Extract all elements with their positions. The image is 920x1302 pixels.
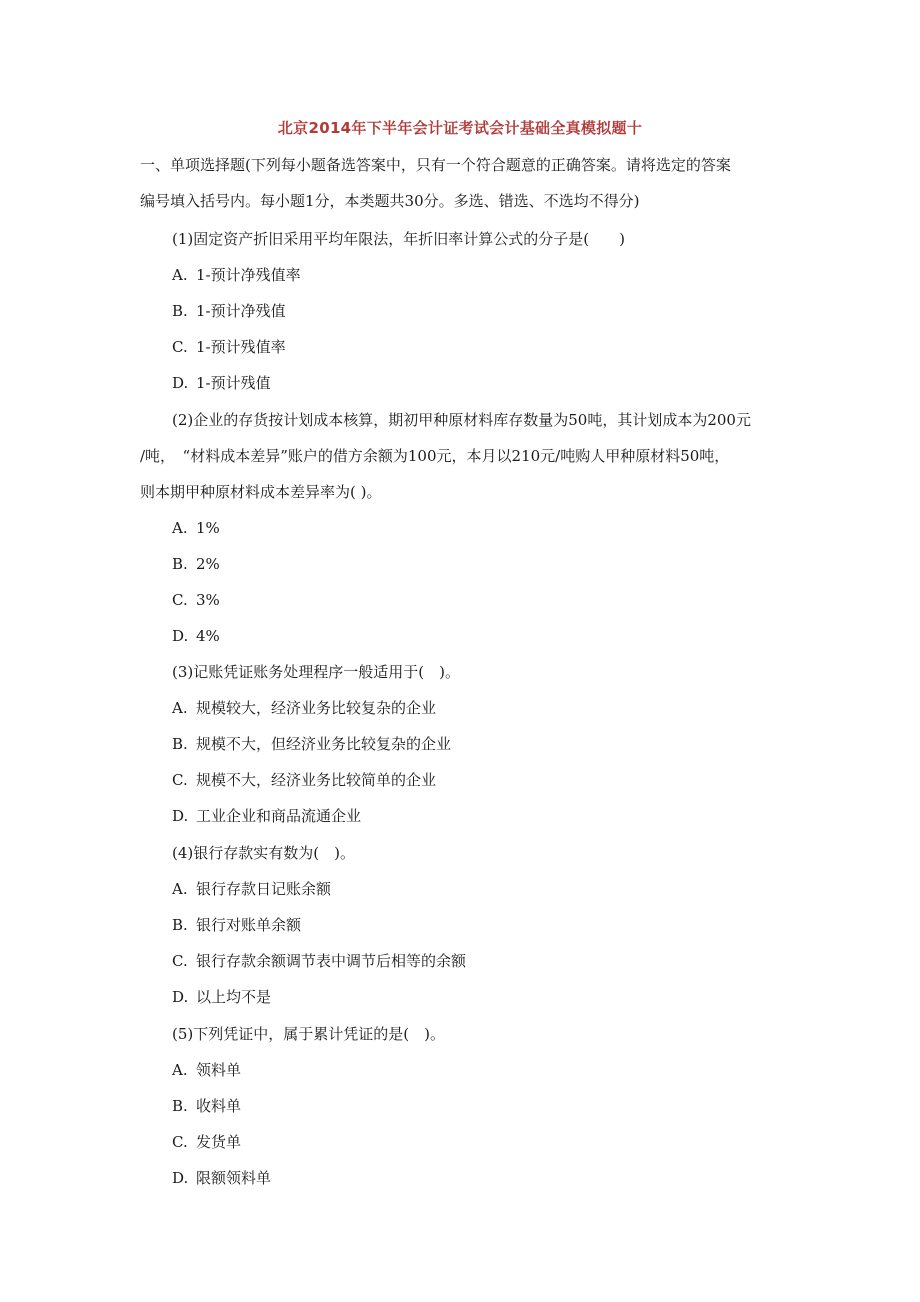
question-5-option-c [172, 1132, 241, 1152]
option-letter: B. [172, 1097, 188, 1115]
question-3-option-d [172, 806, 361, 826]
question-1-stem: (1)固定资产折旧采用平均年限法，年折旧率计算公式的分子是( ) [172, 230, 625, 248]
option-text: 银行存款日记账余额 [196, 880, 332, 898]
question-5-option-d [172, 1168, 271, 1188]
question-3-stem: (3)记账凭证账务处理程序一般适用于( )。 [172, 663, 460, 681]
option-letter: A. [172, 266, 188, 284]
option-text: 4% [196, 627, 220, 645]
question-4-option-a [172, 879, 331, 899]
question-5-option-a [172, 1060, 241, 1080]
option-text: 规模较大，经济业务比较复杂的企业 [196, 699, 437, 717]
option-letter: B. [172, 302, 188, 320]
option-text: 银行对账单余额 [196, 916, 302, 934]
question-5-stem: (5)下列凭证中，属于累计凭证的是( )。 [172, 1025, 445, 1043]
option-text: 发货单 [196, 1133, 242, 1151]
option-letter: B. [172, 555, 188, 573]
option-letter: D. [172, 627, 189, 645]
option-letter: D. [172, 988, 189, 1006]
option-letter: B. [172, 735, 188, 753]
option-text: 规模不大，经济业务比较简单的企业 [196, 771, 437, 789]
option-text: 银行存款余额调节表中调节后相等的余额 [196, 952, 467, 970]
question-1-option-b [172, 301, 286, 321]
option-letter: D. [172, 374, 189, 392]
question-4-stem: (4)银行存款实有数为( )。 [172, 844, 355, 862]
option-text: 领料单 [196, 1061, 242, 1079]
question-4-option-c [172, 951, 466, 971]
option-letter: B. [172, 916, 188, 934]
question-3-option-a [172, 698, 436, 718]
question-5-option-b [172, 1096, 241, 1116]
option-letter: D. [172, 807, 189, 825]
option-text: 工业企业和商品流通企业 [196, 807, 362, 825]
option-letter: A. [172, 519, 188, 537]
question-4-option-b [172, 915, 301, 935]
question-3-option-c [172, 770, 436, 790]
option-letter: A. [172, 699, 188, 717]
section-instructions-line-1: 一、单项选择题(下列每小题备选答案中，只有一个符合题意的正确答案。请将选定的答案 [140, 156, 731, 174]
option-text: 1-预计残值率 [196, 338, 286, 356]
question-2-option-c [172, 590, 220, 610]
question-1-option-a [172, 265, 301, 285]
option-text: 1-预计净残值率 [196, 266, 301, 284]
option-letter: A. [172, 1061, 188, 1079]
option-text: 规模不大，但经济业务比较复杂的企业 [196, 735, 452, 753]
option-text: 3% [196, 591, 220, 609]
section-instructions-line-2: 编号填入括号内。每小题1分，本类题共30分。多选、错选、不选均不得分) [140, 192, 640, 210]
question-2-option-b [172, 554, 220, 574]
option-letter: A. [172, 880, 188, 898]
option-letter: C. [172, 338, 188, 356]
option-text: 1-预计残值 [196, 374, 271, 392]
question-2-stem-line-2: /吨， “材料成本差异”账户的借方余额为100元，本月以210元/吨购人甲种原材料50吨， [140, 447, 730, 465]
option-letter: D. [172, 1169, 189, 1187]
question-2-stem-line-3: 则本期甲种原材料成本差异率为( )。 [140, 483, 382, 501]
question-1-option-d [172, 373, 271, 393]
option-letter: C. [172, 591, 188, 609]
question-2-option-d [172, 626, 220, 646]
option-text: 2% [196, 555, 220, 573]
option-letter: C. [172, 1133, 188, 1151]
option-letter: C. [172, 952, 188, 970]
question-2-stem-line-1: (2)企业的存货按计划成本核算，期初甲种原材料库存数量为50吨，其计划成本为200元 [172, 411, 751, 429]
question-1-option-c [172, 337, 286, 357]
option-text: 收料单 [196, 1097, 242, 1115]
option-text: 1% [196, 519, 220, 537]
option-text: 以上均不是 [196, 988, 272, 1006]
question-4-option-d [172, 987, 271, 1007]
page-title: 北京2014年下半年会计证考试会计基础全真模拟题十 [277, 119, 643, 137]
option-letter: C. [172, 771, 188, 789]
option-text: 1-预计净残值 [196, 302, 286, 320]
question-2-option-a [172, 518, 220, 538]
question-3-option-b [172, 734, 451, 754]
option-text: 限额领料单 [196, 1169, 272, 1187]
